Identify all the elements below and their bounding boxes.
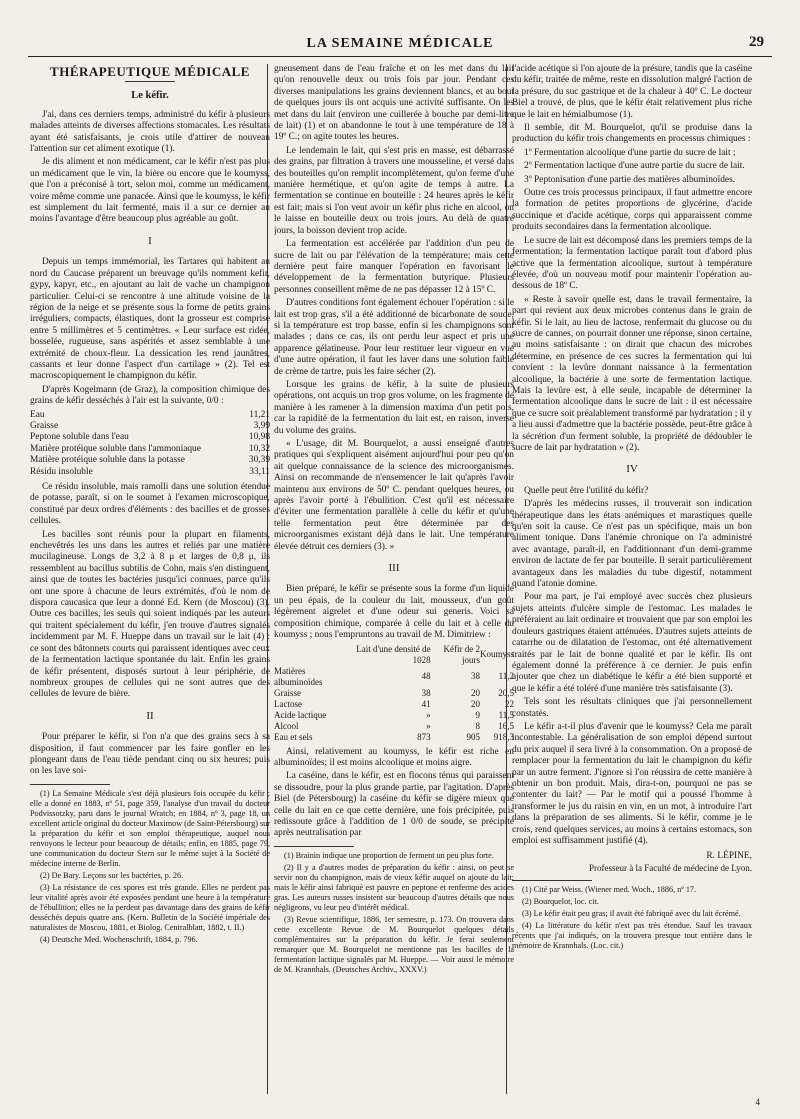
paragraph: Depuis un temps immémorial, les Tartares qui habitent au nord du Caucase préparent un breuvage qu'ils nomment kefir, gypy, kapyr, etc., en ajoutant au lait de vache un champignon particulier. Celui-ci se rencontre à une altitude voisine de la région de la neige et se présente sous la forme de petits grains irréguliers, compacts, élastiques, dont la grosseur est comprise entre 5 millimètres et 5 centimètres. « Leur surface est ridée, bosselée, rugueuse, sans aspérités et assez semblable à une extrémité de choux-fleur. La dessication les rend jaunâtres, cassants et leur donne l'aspect d'un cartilage » (2). Tel est macroscopiquement le champignon du kéfir. bbox=[30, 257, 270, 382]
column-3 bbox=[512, 64, 752, 1084]
footnote: (1) Cité par Weiss. (Wiener med. Woch., 1886, nº 17. bbox=[522, 885, 697, 895]
row-label: Peptone soluble dans l'eau bbox=[30, 432, 129, 443]
table-cell: 38 bbox=[421, 687, 431, 698]
footnote: (3) La résistance de ces spores est très grande. Elles ne perdent pas leur vitalité après avoir été exposées pendant une heure à la température de l'ébullition; elles ne la perdent pas davantage dans des grains de kéfir desséchés depuis quatre ans. (Kern. Bulletin de la Société impériale des naturalistes de Moscou, 1881, et Biolog. Centralblatt, 1882, t. II.) bbox=[30, 882, 270, 932]
title-separator bbox=[125, 81, 175, 82]
table-cell: » bbox=[426, 720, 431, 731]
table-cell: 48 bbox=[421, 671, 431, 681]
table-cell: 20 bbox=[470, 687, 480, 698]
table-cell: 918,3 bbox=[493, 731, 514, 742]
row-label: Eau et sels bbox=[274, 731, 313, 742]
footnote: (1) Brainin indique une proportion de ferment un peu plus forte. bbox=[284, 850, 494, 860]
row-value: 33,11 bbox=[249, 466, 270, 477]
table-cell: 873 bbox=[417, 731, 431, 742]
table-cell: 8 bbox=[475, 720, 480, 731]
running-header bbox=[28, 30, 772, 57]
footnote: (2) Bourquelot, loc. cit. bbox=[522, 897, 599, 907]
paragraph: Ainsi, relativement au koumyss, le kéfir est riche en albuminoïdes; il est moins alcoolique et moins aigre. bbox=[274, 746, 514, 768]
paragraph: Pour préparer le kéfir, si l'on n'a que des grains secs à sa disposition, il faut commencer par les faire gonfler en les plongeant dans de l'eau tiède pendant cinq ou six heures; puis on les lave soi- bbox=[30, 732, 270, 777]
paragraph: 2º Fermentation lactique d'une autre partie du sucre de lait. bbox=[524, 161, 745, 172]
table-row bbox=[274, 710, 514, 721]
section-title: THÉRAPEUTIQUE MÉDICALE bbox=[50, 64, 250, 79]
table-cell: 41 bbox=[421, 698, 431, 709]
row-label: Lactose bbox=[274, 698, 302, 709]
author-signature: R. LÉPINE, bbox=[706, 851, 752, 862]
paragraph: Le kéfir a-t-il plus d'avenir que le koumyss? Cela me paraît incontestable. La généralisation de son emploi dépend surtout du prix auquel il sera livré à la consommation. On a proposé de remplacer pour la fermentation du lait le champignon du kéfir par un autre ferment. J'ignore si l'on réussira de cette manière à obtenir un bon produit. Mais, dira-t-on, pourquoi ne pas se contenter du lait? — Par le motif qui a poussé l'homme à transformer le jus du raisin en vin, en un mot, à introduire l'art dans la préparation de ses aliments. Si le kéfir, comme je le crois, rend quelques services, au moins à certains estomacs, son emploi est suffisamment justifié (4). bbox=[512, 721, 752, 846]
footnote: (3) Revue scientifique, 1886, 1er semestre, p. 173. On trouvera dans cette excellente Revue de M. Bourquelot quelques détails complémentaires sur la préparation du kéfir. Je ferai seulement remarquer que M. Bourquelot ne mentionne pas les bacilles de la fermentation lactique signalés par M. Hueppe. — Voir aussi le mémoire de M. Krannhals. (Deutsches Archiv., XXXV.) bbox=[274, 914, 514, 974]
table-row bbox=[274, 666, 514, 688]
table-cell: 16,5 bbox=[498, 720, 514, 731]
part-heading: II bbox=[146, 709, 154, 722]
row-value: 11,21 bbox=[249, 409, 270, 420]
paragraph: Il semble, dit M. Bourquelot, qu'il se produise dans la production du kéfir trois changements en processus chimiques : bbox=[512, 123, 752, 145]
row-label: Alcool bbox=[274, 720, 299, 731]
footnote: (2) Il y a d'autres modes de préparation du kéfir : ainsi, on peut se servir non du champignon, mais de vieux kéfir auquel on ajoute du lait; mais le kéfir ainsi fabriqué est pauvre en peptone et renferme des acides gras. Les auteurs russes insistent sur beaucoup d'autres détails que nous négligeons, vu leur peu d'intérêt médical. bbox=[274, 862, 514, 912]
table-row bbox=[30, 455, 270, 466]
row-value: 10,32 bbox=[248, 443, 270, 454]
paragraph: Lorsque les grains de kéfir, à la suite de plusieurs opérations, ont acquis un trop gros volume, on les fragmente de manière à les ramener à la dimension maxima d'un petit pois, car la rapidité de la fermentation du lait est, en raison, inverse du volume des grains. bbox=[274, 379, 514, 436]
row-label: Acide lactique bbox=[274, 709, 327, 720]
footnote: (1) La Semaine Médicale s'est déjà plusieurs fois occupée du kéfir ; elle a donné en 1883, nº 51, page 359, l'analyse d'un travail du docteur Podvissotzky, paru dans le journal Wratch; en 1884, nº 3, page 18, un excellent article original du docteur Maximow (de Saint-Pétersbourg) sur la préparation du kéfir et son emploi thérapeutique, auquel nous renvoyons le lecteur pour beaucoup de détails; enfin, en 1885, page 79, une communication du docteur Stern sur le même sujet à la Société de médecine interne de Berlin. bbox=[30, 788, 270, 868]
column-header: Lait d'une densité de 1028 bbox=[356, 643, 431, 665]
footnote-rule bbox=[274, 846, 354, 847]
column-header bbox=[274, 644, 350, 666]
paragraph: « L'usage, dit M. Bourquelot, a aussi enseigné d'autres pratiques qui s'expliquent aisément aujourd'hui pour peu qu'on ait quelque connaissance de la science des microorganismes. Ainsi on recommande de n'ensemencer le lait qu'après l'avoir maintenu aux environs de 50º C. pendant quelques heures, ou après l'avoir porté à l'ébullition. C'est qu'il est nécessaire d'éviter une fermentation parallèle à celle du kéfir et qu'une telle fermentation peut être déterminée par des microorganismes existant déjà dans le lait. Une température élevée détruit ces derniers (3). » bbox=[274, 439, 514, 552]
row-label: Résidu insoluble bbox=[30, 466, 93, 477]
column-header: Koumyss bbox=[479, 649, 514, 659]
row-label: Graisse bbox=[274, 687, 301, 698]
paragraph: gneusement dans de l'eau fraîche et on les met dans du lait qu'on renouvelle deux ou trois fois par jour. Pendant ces diverses manipulations les grains deviennent blancs, et au bout de quelques jours ils ont acquis une activité suffisante. On les met dans du lait (environ une cuillerée à bouche par demi-litre de lait) (1) et on abandonne le tout à une température de 18 à 19º C.; on agite toutes les heures. bbox=[274, 64, 514, 143]
paragraph: La caséine, dans le kéfir, est en flocons ténus qui paraissent se dissoudre, pour la plus grande partie, par l'agitation. D'après Biel (de Pétersbourg) la caséine du kéfir se digère mieux que celle du lait en ce que cette dernière, une fois précipitée, puis redissoute grâce à l'addition de 1 0/0 de soude, se précipite après neutralisation par bbox=[274, 771, 514, 839]
author-title: Professeur à la Faculté de médecine de Lyon. bbox=[589, 862, 752, 873]
footnote: (4) Deutsche Med. Wochenschrift, 1884, p. 796. bbox=[40, 934, 198, 944]
paragraph: Outre ces trois processus principaux, il faut admettre encore la formation de petites proportions de glycérine, d'acide succinique et d'acide acétique, corps qui apparaissent comme produits secondaires dans la fermentation alcoolique. bbox=[512, 188, 752, 233]
table-row bbox=[274, 721, 514, 732]
paragraph: D'après les médecins russes, il trouverait son indication thérapeutique dans les états anémiques et marastiques quelle qu'en soit la cause. Ce n'est pas un spécifique, mais un bon aliment tonique. Dans l'anémie chronique on l'a administré avec avantage, paraît-il, en l'additionnant d'un demi-gramme environ de lactate de fer par bouteille. Il serait particulièrement avantageux dans les maladies du tube digestif, notamment quand l'atonie domine. bbox=[512, 499, 752, 590]
composition-table bbox=[30, 410, 270, 478]
journal-title: LA SEMAINE MÉDICALE bbox=[306, 36, 494, 51]
row-label: Matière protéique soluble dans la potasse bbox=[30, 455, 185, 466]
paragraph: l'acide acétique si l'on ajoute de la présure, tandis que la caséine du kéfir, traitée de même, reste en dissolution malgré l'action de la présure, du suc gastrique et de la chaleur à 40º C. Le docteur Biel a trouvé, de plus, que le kéfir était relativement plus riche que le lait en hémialbumose (1). bbox=[512, 64, 752, 120]
column-1 bbox=[30, 64, 270, 1084]
footnote: (3) Le kéfir était peu gras; il avait été fabriqué avec du lait écrémé. bbox=[522, 909, 741, 919]
comparison-table bbox=[274, 644, 514, 743]
row-value: 3,99 bbox=[253, 420, 270, 431]
table-row bbox=[30, 432, 270, 443]
paragraph: D'après Kogelmann (de Graz), la composition chimique des grains de kéfir desséchés à l'air est la suivante, 0/0 : bbox=[30, 384, 270, 407]
paragraph: 1º Fermentation alcoolique d'une partie du sucre de lait ; bbox=[524, 147, 736, 158]
table-cell: 22 bbox=[505, 698, 514, 709]
table-cell: 20,5 bbox=[498, 687, 514, 698]
part-heading: IV bbox=[626, 463, 638, 476]
table-cell: 11,2 bbox=[498, 671, 514, 681]
table-cell: 9 bbox=[475, 709, 480, 720]
row-value: 30,39 bbox=[248, 455, 270, 466]
paragraph: « Reste à savoir quelle est, dans le travail fermentaire, la part qui revient aux deux microbes contenus dans le grain de kéfir. Si le lait, au lieu de lactose, renfermait du glucose ou du sucre de cannes, on pourrait donner une réponse, sinon certaine, au moins satisfaisante : on dirait que chacun des microbes détermine, en présence de ces sucres la fermentation qui lui convient : la levûre donnant naissance à la fermentation alcoolique, la bactérie à une sorte de fermentation lactique. Mais la levûre est, à elle seule, incapable de déterminer la fermentation alcoolique dans le sucre de lait : il est nécessaire que ce sucre soit préalablement transformé par hydratation ; il y a lieu aussi d'admettre que la bactérie possède, peut-être grâce à la sécrétion d'un ferment soluble, la propriété de dédoubler le sucre de lait par hydratation » (2). bbox=[512, 294, 752, 453]
paragraph: J'ai, dans ces derniers temps, administré du kéfir à plusieurs malades atteints de diverses affections stomacales. Les résultats ayant été satisfaisants, je crois utile d'attirer de nouveau l'attention sur cet aliment exotique (1). bbox=[30, 109, 270, 155]
row-label: Matière protéique soluble dans l'ammoniaque bbox=[30, 443, 201, 454]
paragraph: Le lendemain le lait, qui s'est pris en masse, est débarrassé des grains, par filtration à travers une mousseline, et versé dans des bouteilles qu'on remplit incomplètement, qu'on ferme d'une manière hermétique, et qu'on agite de temps à autre. La fermentation se continue en bouteille : 24 heures après le kéfir est fait; mais si l'on veut avoir un kéfir plus riche en alcool, on le laisse en bouteille deux ou trois jours. Au delà de quatre jours, la boisson devient trop acide. bbox=[274, 145, 514, 236]
table-cell: » bbox=[426, 709, 431, 720]
row-label: Matières albuminoïdes bbox=[274, 665, 323, 687]
paragraph: Le sucre de lait est décomposé dans les premiers temps de la fermentation; la fermentation lactique paraît tout d'abord plus active que la fermentation alcoolique, surtout à température élevée, d'où un nouveau motif pour maintenir l'opération au-dessous de 18º C. bbox=[512, 235, 752, 292]
paragraph: La fermentation est accélérée par l'addition d'un peu de sucre de lait ou par l'élévation de la température; mais cette dernière peut faire manquer l'opération en favorisant le développement de la fermentation butyrique. Plusieurs personnes conseillent même de ne pas dépasser 12 à 15º C. bbox=[274, 239, 514, 295]
paragraph: Bien préparé, le kéfir se présente sous la forme d'un liquide un peu épais, de la couleur du lait, mousseux, d'un goût légèrement aigrelet et d'une odeur sui generis. Voici sa composition chimique, comparée à celle du lait et à celle du koumyss ; nous l'empruntons au travail de M. Dimitriew : bbox=[274, 584, 514, 641]
footnote-rule bbox=[30, 784, 110, 785]
article-subhead: Le kéfir. bbox=[131, 90, 169, 102]
paragraph: Je dis aliment et non médicament, car le kéfir n'est pas plus un médicament que le vin, la bière ou encore que le koumyss, que l'on a préconisé à tort, selon moi, comme un médicament, voire même comme une panacée. Ainsi que le koumyss, le kéfir est simplement du lait fermenté, mais il a sur ce dernier au moins l'avantage d'être beaucoup plus agréable au goût. bbox=[30, 157, 270, 225]
table-header-row bbox=[274, 644, 514, 666]
row-label: Eau bbox=[30, 409, 45, 420]
paragraph: D'autres conditions font également échouer l'opération : si le lait est trop gras, s'il a été additionné de bicarbonate de soude, si la température est trop basse, enfin si les champignons sont malades ; dans ce cas, ils ont perdu leur aspect et pris une apparence gélatineuse. Pour leur restituer leur vigueur en vue d'une autre opération, il faut les laver dans une solution faible de crème de tartre, puis les faire sécher (2). bbox=[274, 298, 514, 377]
signature-mark: 4 bbox=[755, 1097, 760, 1107]
table-row bbox=[30, 467, 270, 478]
column-header: Kéfir de 2 jours bbox=[443, 643, 480, 665]
table-row bbox=[274, 732, 514, 743]
table-row bbox=[274, 688, 514, 699]
table-cell: 38 bbox=[470, 671, 480, 681]
paragraph: Ce résidu insoluble, mais ramolli dans une solution étendue de potasse, paraît, si on le soumet à l'examen microscopique, constitué par deux ordres d'éléments : des bacilles et de grosses cellules. bbox=[30, 482, 270, 527]
paragraph: 3º Peptonisation d'une partie des matières albuminoïdes. bbox=[524, 174, 736, 185]
part-heading: I bbox=[148, 234, 152, 247]
page-number: 29 bbox=[749, 34, 764, 50]
table-cell: 20 bbox=[470, 698, 480, 709]
footnote: (4) La littérature du kéfir n'est pas très étendue. Sauf les travaux récents que j'ai indiqués, on la trouvera presque tout entière dans le mémoire de Krannhals. (Loc. cit.) bbox=[512, 921, 752, 951]
table-cell: 905 bbox=[466, 731, 480, 742]
table-row bbox=[274, 699, 514, 710]
table-cell: 11,5 bbox=[498, 709, 514, 720]
part-heading: III bbox=[388, 562, 400, 575]
row-value: 10,98 bbox=[248, 432, 270, 443]
footnote-rule bbox=[512, 880, 592, 881]
column-2 bbox=[274, 64, 514, 1084]
table-row bbox=[30, 444, 270, 455]
table-row bbox=[30, 410, 270, 421]
paragraph: Les bacilles sont réunis pour la plupart en filaments, enchevêtrés les uns dans les autres et reliés par une matière mucilagineuse. Longs de 3,2 à 8 μ et larges de 0,8 μ, ils ressemblent au bacillus subtilis de Cohn, mais s'en distinguent, ainsi que de toutes les bactéries jusqu'ici connues, parce qu'ils ont une spore à chacune de leurs extrémités, d'où le nom de dispora caucasica que leur a donné Ed. Kern (de Moscou) (3). Outre ces bacilles, les seuls qui soient indiqués par les auteurs qui traitent spécialement du kéfir, j'en trouve d'autres signalés incidemment par M. F. Hueppe dans un travail sur le lait (4) : ce sont des bâtonnets courts qui paraissent identiques avec ceux de la fermentation lactique spontanée du lait. Enfin les grains de kéfir présentent, disposés surtout à leur périphérie, de nombreux groupes de cellules qui ne sont autres que des cellules de levure de bière. bbox=[30, 529, 270, 700]
paragraph: Pour ma part, je l'ai employé avec succès chez plusieurs sujets atteints d'ulcère simple de l'estomac. Les malades le préféraient au lait ordinaire et trouvaient que par son emploi les douleurs gastriques étaient atténuées. D'autres sujets atteints de catarrhe ou de dilatation de l'estomac, ont été alternativement traités par le lait de bonne qualité et par le kéfir. Ils ont également donné la préférence à ce dernier. Je puis enfin ajouter que chez un diabétique le kéfir a été bien supporté et que le kéfir a été toléré d'une manière très satisfaisante (3). bbox=[512, 592, 752, 694]
table-row bbox=[30, 421, 270, 432]
row-label: Graisse bbox=[30, 420, 59, 431]
paragraph: Quelle peut être l'utilité du kéfir? bbox=[524, 485, 649, 496]
paragraph: Tels sont les résultats cliniques que j'ai personnellement constatés. bbox=[512, 697, 752, 719]
footnote: (2) De Bary. Leçons sur les bactéries, p. 26. bbox=[40, 870, 184, 880]
